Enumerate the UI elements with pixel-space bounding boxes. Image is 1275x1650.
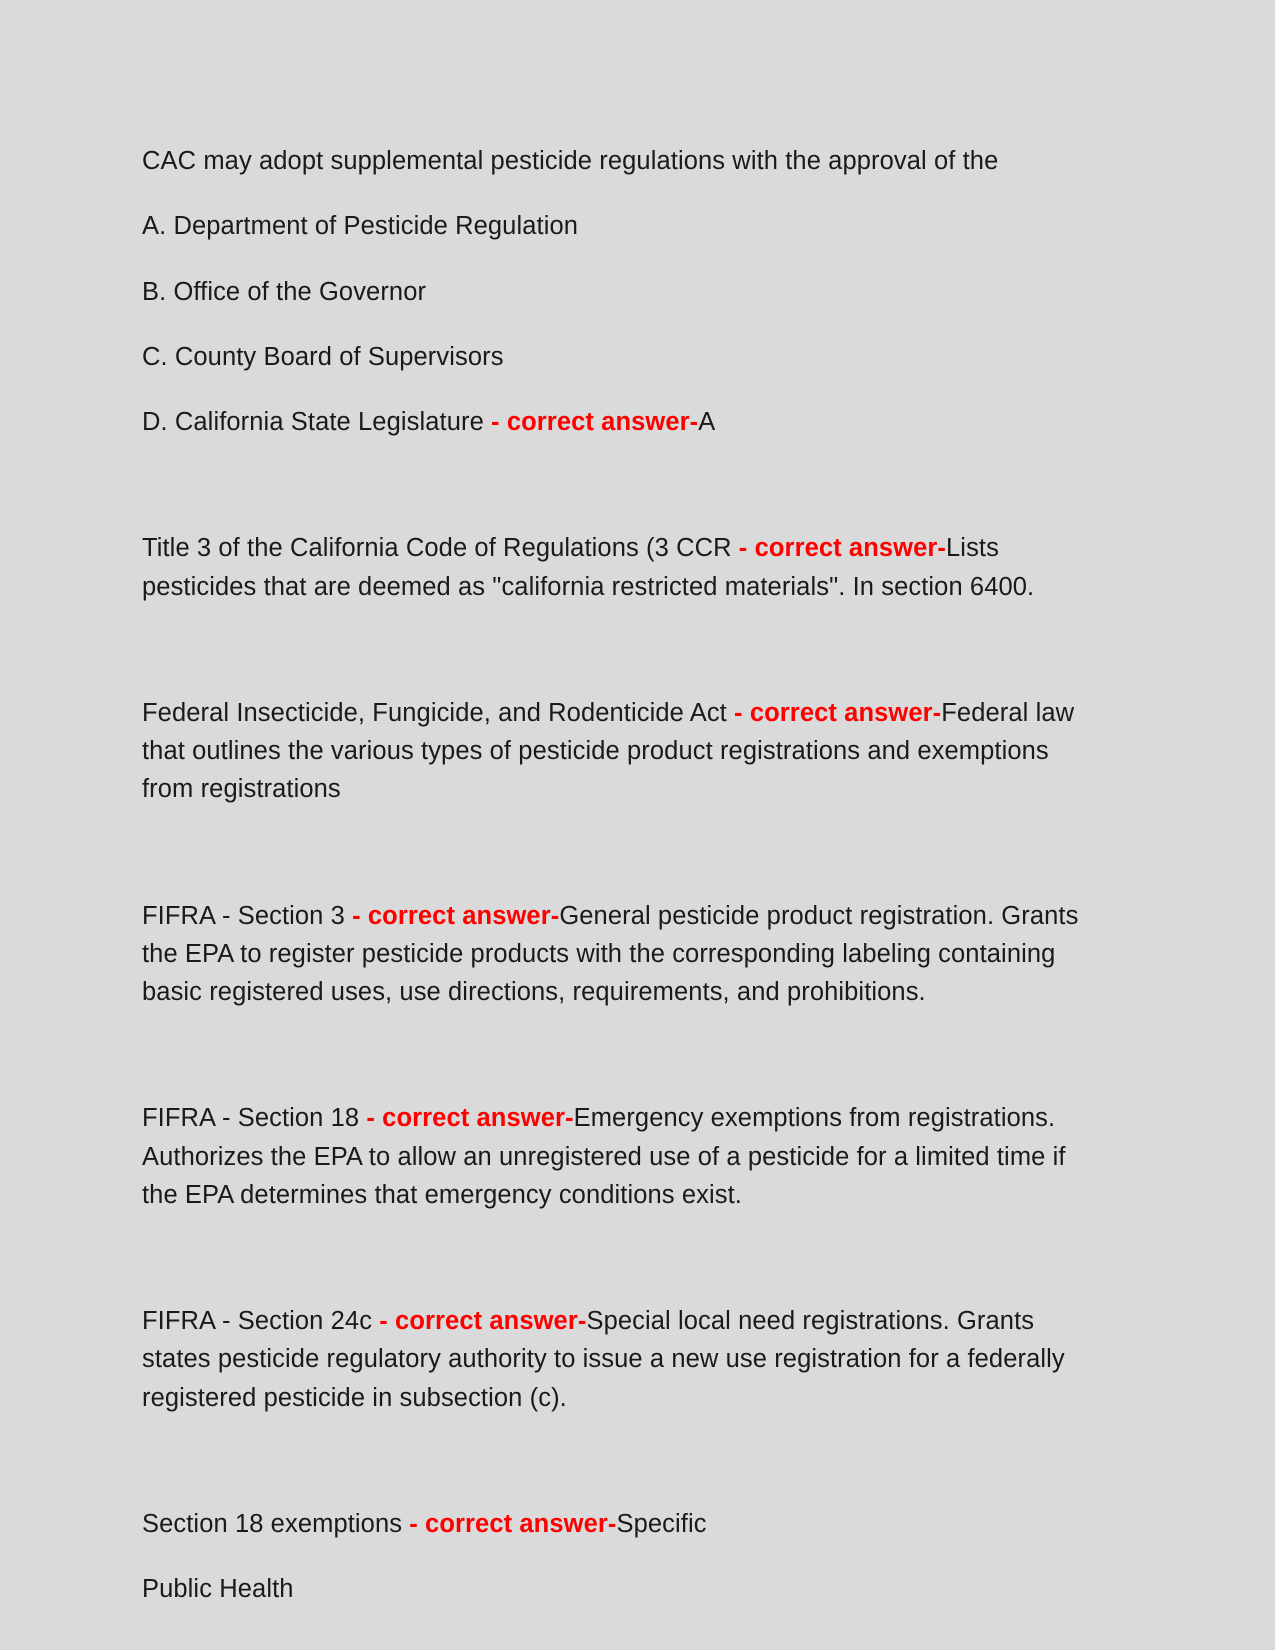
option-d-answer-text: A (698, 408, 716, 436)
option-d-term: D. California State Legislature (142, 408, 484, 436)
fifra-act-entry (142, 694, 1100, 809)
fifra-section-18-term: FIFRA - Section 18 (142, 1104, 360, 1133)
question-stem-text: CAC may adopt supplemental pesticide regulations with the approval of the (142, 147, 999, 175)
question-stem (142, 142, 1100, 180)
fifra-section-18-answer-text: Emergency exemptions from registrations. Authorizes the EPA to allow an unregistered use of a pesticide for a limited time if the EPA determines that emergency conditions exist. (142, 1104, 1066, 1209)
fifra-act-term: Federal Insecticide, Fungicide, and Rodenticide Act (142, 698, 727, 727)
paragraph-gap (142, 1011, 1100, 1099)
title-3-ccr-term: Title 3 of the California Code of Regulations (3 CCR (142, 534, 732, 563)
fifra-section-3-entry (142, 897, 1100, 1012)
fifra-section-18-entry (142, 1099, 1100, 1214)
option-b-text: B. Office of the Governor (142, 277, 427, 306)
fifra-section-3-term: FIFRA - Section 3 (142, 901, 345, 930)
option-a (142, 207, 1100, 245)
title-3-ccr-entry (142, 529, 1100, 606)
paragraph-gap (142, 606, 1100, 694)
section-18-exemptions-term: Section 18 exemptions (142, 1509, 403, 1538)
paragraph-gap (142, 1214, 1100, 1302)
option-d (142, 403, 1100, 441)
paragraph-gap (142, 809, 1100, 897)
section-18-exemptions-entry (142, 1505, 1100, 1543)
fifra-section-24c-term: FIFRA - Section 24c (142, 1307, 373, 1335)
paragraph-gap (142, 1417, 1100, 1505)
fifra-act-answer-marker: - correct answer- (726, 698, 942, 727)
option-c-text: C. County Board of Supervisors (142, 342, 504, 371)
public-health-line (142, 1570, 1100, 1608)
fifra-section-3-answer-marker: - correct answer- (344, 901, 560, 930)
section-18-exemptions-answer-marker: - correct answer- (402, 1509, 617, 1538)
document-body (142, 142, 1100, 1608)
option-d-answer-marker: - correct answer- (483, 408, 699, 436)
fifra-section-3-answer-text: General pesticide product registration. Grants the EPA to register pesticide products with the corresponding labeling containing basic registered uses, use directions, requirements, and prohibitions. (142, 901, 1079, 1006)
fifra-act-answer-text: Federal law that outlines the various types of pesticide product registrations and exemptions from registrations (142, 698, 1075, 804)
section-18-exemptions-answer-text: Specific (616, 1509, 707, 1538)
fifra-section-24c-answer-text: Special local need registrations. Grants states pesticide regulatory authority to issue a new use registration for a federally registered pesticide in subsection (c). (142, 1307, 1065, 1412)
option-c (142, 338, 1100, 376)
public-health-text: Public Health (142, 1575, 294, 1603)
paragraph-gap (142, 441, 1100, 529)
option-a-text: A. Department of Pesticide Regulation (142, 212, 579, 241)
title-3-ccr-answer-text: Lists pesticides that are deemed as "california restricted materials". In section 6400. (142, 534, 1035, 601)
fifra-section-18-answer-marker: - correct answer- (359, 1104, 574, 1133)
option-b (142, 273, 1100, 311)
fifra-section-24c-answer-marker: - correct answer- (372, 1307, 587, 1335)
fifra-section-24c-entry (142, 1302, 1100, 1417)
title-3-ccr-answer-marker: - correct answer- (731, 534, 947, 563)
